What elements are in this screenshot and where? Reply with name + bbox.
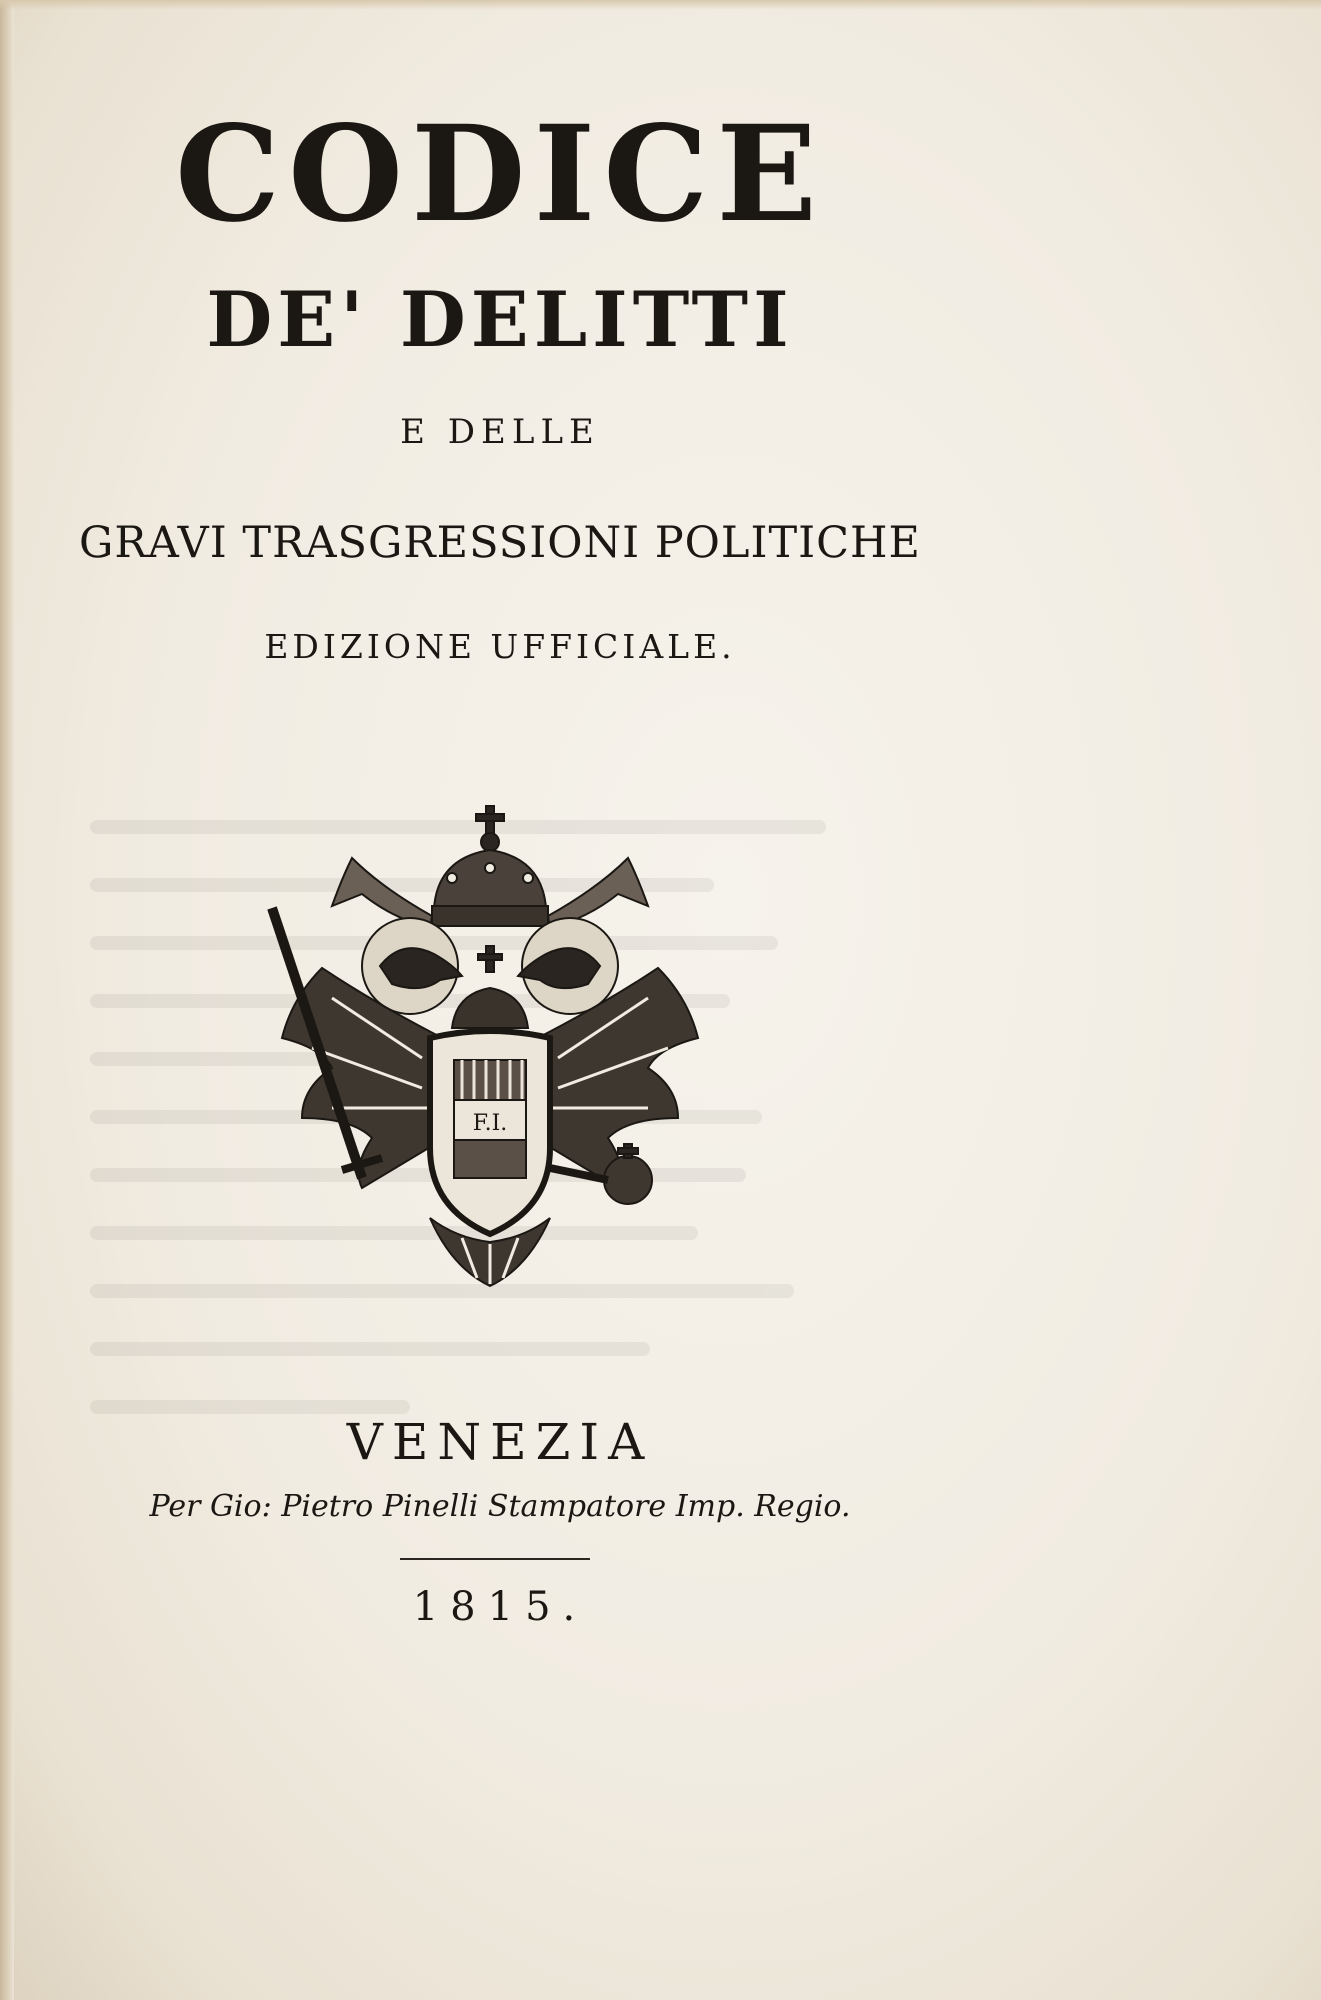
book-subtitle: DE' DELITTI (206, 275, 794, 364)
imprint-place: VENEZIA (346, 1413, 654, 1471)
imprint-year: 1815. (412, 1584, 588, 1630)
page-edge-top (0, 0, 1321, 10)
title-conjunction: E DELLE (400, 412, 600, 452)
title-continuation: GRAVI TRASGRESSIONI POLITICHE (79, 518, 921, 568)
imprint-divider (400, 1558, 590, 1560)
imprint-printer: Per Gio: Pietro Pinelli Stampatore Imp. Regio. (149, 1489, 851, 1524)
book-title: CODICE (175, 97, 825, 252)
double-headed-eagle-icon (262, 798, 722, 1288)
edition-statement: EDIZIONE UFFICIALE. (264, 627, 736, 666)
emblem-monogram: F.I. (472, 1111, 508, 1136)
